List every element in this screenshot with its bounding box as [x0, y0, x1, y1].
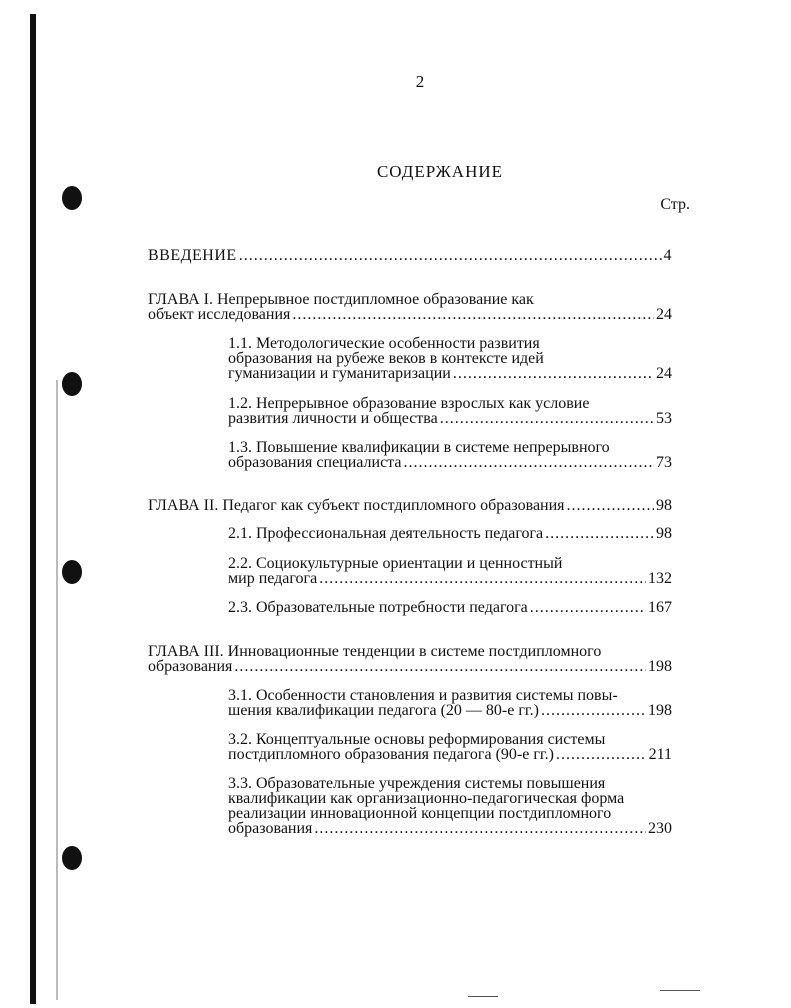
toc-entry-page: 211 — [648, 746, 672, 763]
toc-entry-line: 1.2. Непрерывное образование взрослых как условие — [228, 395, 590, 412]
toc-entry-line: 3.2. Концептуальные основы реформирования системы — [228, 731, 606, 748]
toc-entry-section-1-2 — [228, 396, 672, 426]
toc-entry-section-2-2 — [228, 556, 672, 586]
dot-leader — [319, 571, 646, 586]
toc-entry-title: образования — [148, 658, 233, 675]
toc-entry-title: 2.3. Образовательные потребности педагога — [228, 599, 528, 616]
toc-entry-page: 167 — [648, 599, 672, 616]
toc-entry-section-2-1 — [228, 526, 672, 541]
toc-entry-title: мир педагога — [228, 570, 318, 587]
toc-entry-title: шения квалификации педагога (20 — 80-е гг.) — [228, 702, 539, 719]
toc-entry-line: ГЛАВА I. Непрерывное постдипломное образование как — [148, 291, 534, 308]
toc-entry-page: 4 — [663, 247, 672, 264]
punch-hole-1 — [62, 186, 82, 210]
punch-hole-4 — [62, 846, 82, 870]
toc-entry-title: образования специалиста — [228, 454, 402, 471]
dot-leader — [541, 703, 646, 718]
binding-shadow — [56, 380, 58, 1000]
dot-leader — [292, 307, 654, 322]
scan-mark — [660, 990, 700, 991]
dot-leader — [239, 248, 662, 263]
toc-entry-chapter-2 — [148, 498, 672, 513]
toc-entry-section-1-3 — [228, 440, 672, 470]
toc-entry-line: реализации инновационной концепции постдипломного — [228, 805, 612, 822]
toc-entry-page: 198 — [648, 702, 672, 719]
toc-entry-line: 2.2. Социокультурные ориентации и ценностный — [228, 555, 563, 572]
dot-leader — [545, 526, 654, 541]
toc-entry-title: гуманизации и гуманитаризации — [228, 365, 451, 382]
toc-entry-title: ГЛАВА II. Педагог как субъект постдипломного образования — [148, 497, 565, 514]
toc-entry-final-line — [228, 366, 672, 381]
toc-entry-section-3-3 — [228, 776, 672, 836]
dot-leader — [556, 747, 647, 762]
toc-entry-final-line — [228, 600, 672, 615]
toc-entry-line: 1.1. Методологические особенности развития — [228, 335, 540, 352]
toc-entry-final-line — [228, 411, 672, 426]
toc-entry-final-line — [148, 248, 672, 263]
binding-edge — [30, 14, 36, 1004]
toc-entry-intro — [148, 248, 672, 263]
scan-mark — [468, 996, 498, 997]
dot-leader — [440, 411, 654, 426]
toc-entry-final-line — [228, 821, 672, 836]
toc-entry-title: ВВЕДЕНИЕ — [148, 247, 237, 264]
page-column-label: Стр. — [660, 196, 690, 213]
dot-leader — [567, 498, 654, 513]
dot-leader — [314, 821, 646, 836]
dot-leader — [453, 366, 654, 381]
toc-entry-page: 24 — [656, 306, 672, 323]
toc-entry-page: 73 — [656, 454, 672, 471]
toc-entry-chapter-3 — [148, 644, 672, 674]
toc-entry-page: 24 — [656, 365, 672, 382]
toc-entry-page: 98 — [656, 525, 672, 542]
toc-entry-title: развития личности и общества — [228, 410, 438, 427]
toc-entry-final-line — [148, 307, 672, 322]
toc-entry-title: постдипломного образования педагога (90-е гг.) — [228, 746, 554, 763]
dot-leader — [234, 659, 646, 674]
toc-entry-final-line — [228, 571, 672, 586]
toc-entry-line: квалификации как организационно-педагогическая форма — [228, 790, 625, 807]
toc-entry-final-line — [228, 703, 672, 718]
toc-entry-line: ГЛАВА III. Инновационные тенденции в системе постдипломного — [148, 643, 602, 660]
toc-entry-line: 3.1. Особенности становления и развития системы повы- — [228, 687, 618, 704]
toc-entry-final-line — [228, 455, 672, 470]
toc-entry-section-3-2 — [228, 732, 672, 762]
toc-entry-chapter-1 — [148, 292, 672, 322]
toc-entry-page: 198 — [648, 658, 672, 675]
toc-entry-title: 2.1. Профессиональная деятельность педагога — [228, 525, 544, 542]
toc-entry-line: образования на рубеже веков в контексте идей — [228, 350, 544, 367]
toc-entry-page: 132 — [648, 570, 672, 587]
toc-entry-final-line — [148, 659, 672, 674]
punch-hole-3 — [62, 560, 82, 584]
toc-entry-page: 53 — [656, 410, 672, 427]
toc-entry-title: объект исследования — [148, 306, 291, 323]
toc-entry-page: 98 — [656, 497, 672, 514]
toc-entry-line: 3.3. Образовательные учреждения системы повышения — [228, 775, 606, 792]
page-number: 2 — [415, 72, 425, 91]
toc-entry-final-line — [148, 498, 672, 513]
toc-entry-final-line — [228, 747, 672, 762]
toc-entry-final-line — [228, 526, 672, 541]
toc-entry-section-1-1 — [228, 336, 672, 381]
toc-entry-line: 1.3. Повышение квалификации в системе непрерывного — [228, 439, 610, 456]
dot-leader — [403, 455, 654, 470]
toc-entry-section-3-1 — [228, 688, 672, 718]
page-title: СОДЕРЖАНИЕ — [376, 162, 504, 181]
dot-leader — [530, 600, 646, 615]
toc-entry-section-2-3 — [228, 600, 672, 615]
toc-entry-page: 230 — [648, 820, 672, 837]
toc-entry-title: образования — [228, 820, 313, 837]
punch-hole-2 — [62, 372, 82, 396]
